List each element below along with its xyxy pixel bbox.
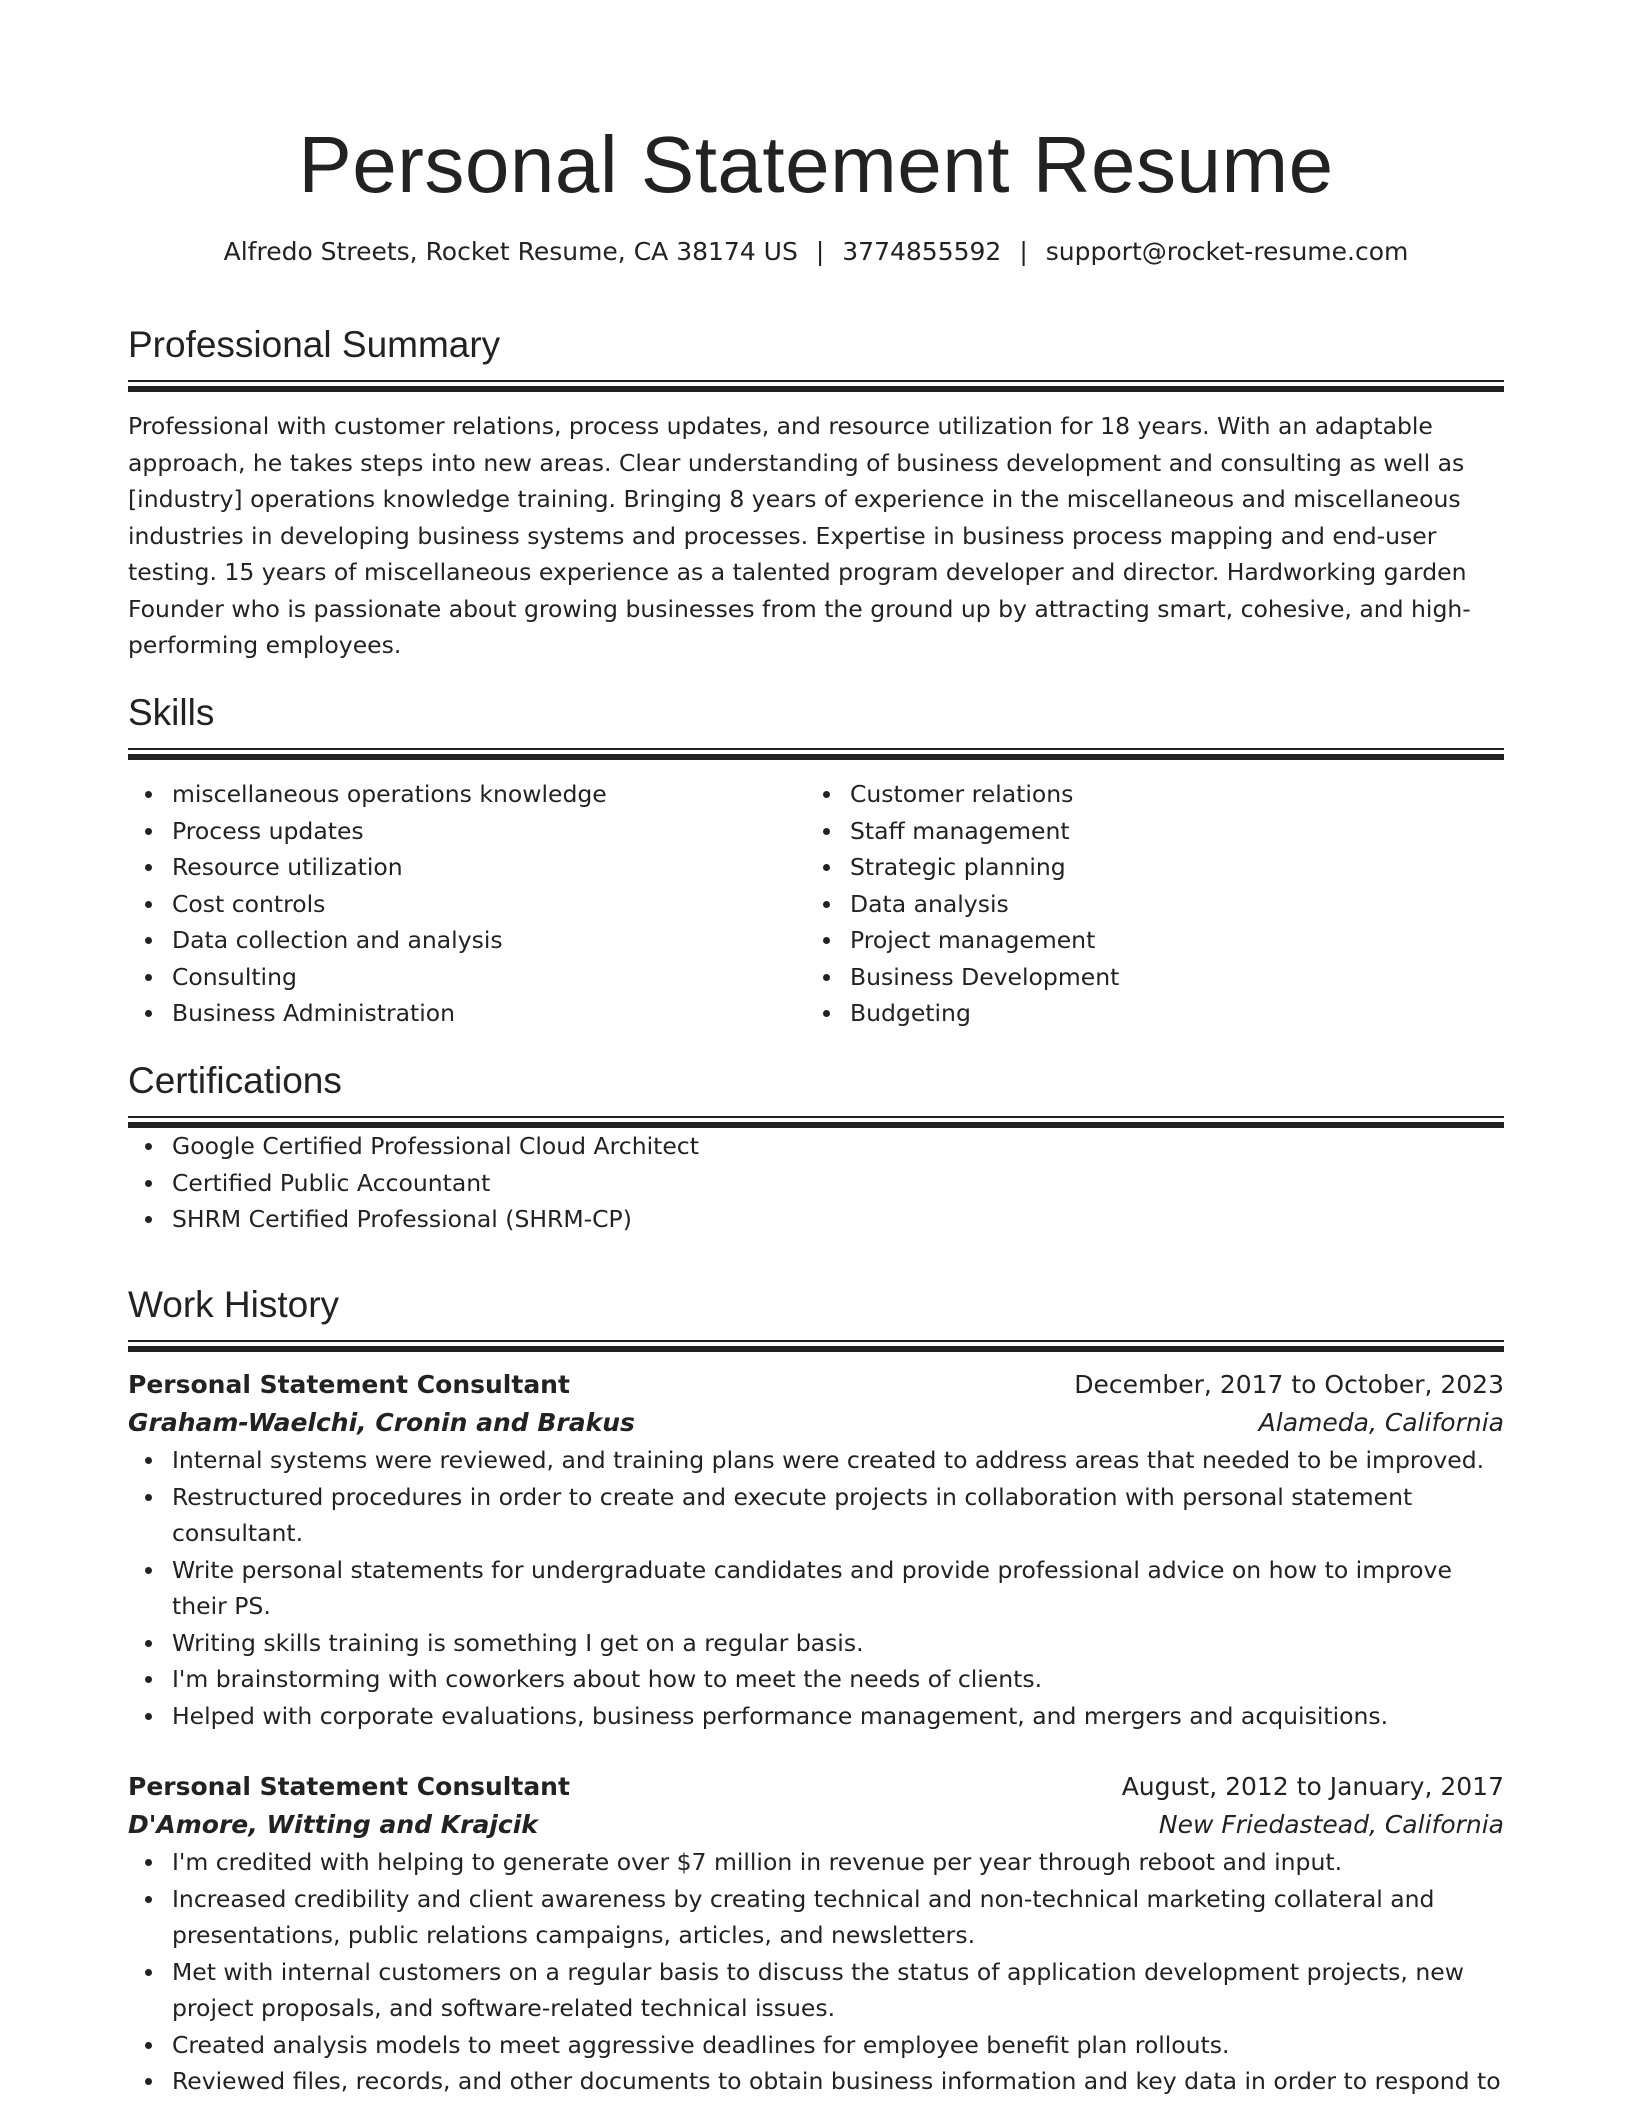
job-duty-item: Helped with corporate evaluations, business performance management, and mergers and acquisitions. <box>128 1698 1504 1735</box>
job-location: New Friedastead, California <box>1158 1810 1504 1839</box>
skill-item: Data analysis <box>806 886 1484 923</box>
contact-line <box>128 236 1504 268</box>
summary-text: Professional with customer relations, process updates, and resource utilization for 18 years. With an adaptable approach, he takes steps into new areas. Clear understanding of business development and consulting as well as [industry] operations knowledge training. Bringing 8 years of experience in the miscellaneous and miscellaneous industries in developing business systems and processes. Expertise in business process mapping and end-user testing. 15 years of miscellaneous experience as a talented program developer and director. Hardworking garden Founder who is passionate about growing businesses from the ground up by attracting smart, cohesive, and high-performing employees. <box>128 412 1471 659</box>
skill-item: Process updates <box>128 813 806 850</box>
skills-right-list <box>806 776 1484 1032</box>
skill-item: miscellaneous operations knowledge <box>128 776 806 813</box>
skill-item: Cost controls <box>128 886 806 923</box>
job-header-line <box>128 1768 1504 1806</box>
job-entry <box>128 1768 1504 2100</box>
resume-title: Personal Statement Resume <box>298 120 1334 209</box>
contact-separator: | <box>815 237 825 266</box>
certifications-section <box>128 1058 1504 1238</box>
skill-item: Data collection and analysis <box>128 922 806 959</box>
professional-summary-section <box>128 322 1504 664</box>
job-duty-item: I'm credited with helping to generate over $7 million in revenue per year through reboot and input. <box>128 1844 1504 1881</box>
job-duty-item: Reviewed files, records, and other documents to obtain business information and key data in order to respond to <box>128 2063 1504 2100</box>
job-duties-list <box>128 1442 1504 1734</box>
skill-item: Resource utilization <box>128 849 806 886</box>
job-title: Personal Statement Consultant <box>128 1772 570 1801</box>
job-company: Graham-Waelchi, Cronin and Brakus <box>128 1408 635 1437</box>
job-duty-item: Created analysis models to meet aggressive deadlines for employee benefit plan rollouts. <box>128 2027 1504 2064</box>
work-history-section <box>128 1282 1504 2100</box>
job-dates: December, 2017 to October, 2023 <box>1074 1370 1504 1399</box>
job-entry <box>128 1366 1504 1734</box>
job-header-line <box>128 1366 1504 1404</box>
skills-section <box>128 690 1504 1032</box>
section-heading-certifications: Certifications <box>128 1060 342 1101</box>
job-company-line <box>128 1806 1504 1844</box>
job-duty-item: Write personal statements for undergraduate candidates and provide professional advice on how to improve their PS. <box>128 1552 1504 1625</box>
certification-item: Certified Public Accountant <box>128 1165 1504 1202</box>
skill-item: Strategic planning <box>806 849 1484 886</box>
job-duty-item: Writing skills training is something I get on a regular basis. <box>128 1625 1504 1662</box>
section-divider <box>128 1116 1504 1128</box>
skill-item: Customer relations <box>806 776 1484 813</box>
job-duty-item: Increased credibility and client awareness by creating technical and non-technical marketing collateral and presentations, public relations campaigns, articles, and newsletters. <box>128 1881 1504 1954</box>
certifications-list <box>128 1128 1504 1238</box>
job-company: D'Amore, Witting and Krajcik <box>128 1810 538 1839</box>
skill-item: Budgeting <box>806 995 1484 1032</box>
certification-item: Google Certified Professional Cloud Architect <box>128 1128 1504 1165</box>
skill-item: Staff management <box>806 813 1484 850</box>
job-duty-item: Met with internal customers on a regular basis to discuss the status of application development projects, new project proposals, and software-related technical issues. <box>128 1954 1504 2027</box>
section-heading-skills: Skills <box>128 692 215 733</box>
skill-item: Project management <box>806 922 1484 959</box>
job-title: Personal Statement Consultant <box>128 1370 570 1399</box>
job-duties-list <box>128 1844 1504 2100</box>
skills-left-list <box>128 776 806 1032</box>
skill-item: Business Administration <box>128 995 806 1032</box>
contact-email[interactable]: support@rocket-resume.com <box>1045 237 1409 266</box>
skill-item: Consulting <box>128 959 806 996</box>
job-location: Alameda, California <box>1258 1408 1504 1437</box>
section-heading-summary: Professional Summary <box>128 324 501 365</box>
contact-separator: | <box>1019 237 1028 266</box>
section-heading-work-history: Work History <box>128 1284 340 1325</box>
job-dates: August, 2012 to January, 2017 <box>1121 1772 1504 1801</box>
resume-page <box>128 0 1504 2095</box>
section-divider <box>128 380 1504 392</box>
job-duty-item: Internal systems were reviewed, and training plans were created to address areas that needed to be improved. <box>128 1442 1504 1479</box>
skill-item: Business Development <box>806 959 1484 996</box>
section-divider <box>128 748 1504 760</box>
contact-phone[interactable]: 3774855592 <box>842 237 1002 266</box>
section-divider <box>128 1340 1504 1352</box>
contact-address: Alfredo Streets, Rocket Resume, CA 38174 US <box>223 237 798 266</box>
job-duty-item: I'm brainstorming with coworkers about how to meet the needs of clients. <box>128 1661 1504 1698</box>
job-company-line <box>128 1404 1504 1442</box>
skills-grid <box>128 776 1504 1032</box>
job-duty-item: Restructured procedures in order to create and execute projects in collaboration with personal statement consultant. <box>128 1479 1504 1552</box>
certification-item: SHRM Certified Professional (SHRM-CP) <box>128 1201 1504 1238</box>
